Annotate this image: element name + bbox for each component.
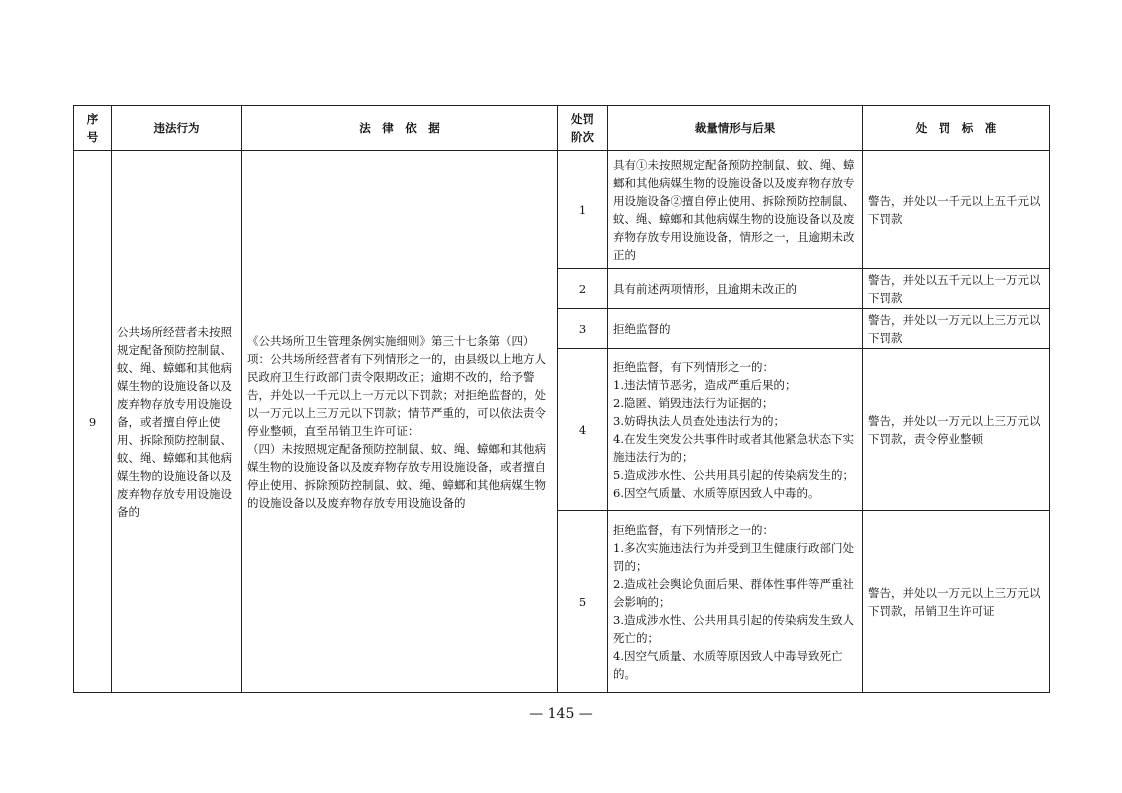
stage-level: 3	[558, 309, 608, 349]
row-legal-basis: 《公共场所卫生管理条例实施细则》第三十七条第（四）项：公共场所经营者有下列情形之一的，由县级以上地方人民政府卫生行政部门责令限期改正；逾期不改的，给予警告，并处以一千元以上一万元以下罚款；对拒绝监督的，处以一万元以上三万元以下罚款；情节严重的，可以依法责令停业整顿，直至吊销卫生许可证： （四）未按照规定配备预防控制鼠、蚊、绳、蟑螂和其他病媒生物的设施设备以及废弃物存放专用设施设备，或者擅自停止使用、拆除预防控制鼠、蚊、绳、蟑螂和其他病媒生物的设施设备以及废弃物存放专用设施设备的	[242, 151, 558, 693]
header-behavior: 违法行为	[112, 106, 242, 151]
stage-level: 1	[558, 151, 608, 269]
stage-circumstance: 具有①未按照规定配备预防控制鼠、蚊、绳、蟑螂和其他病媒生物的设施设备以及废弃物存放专用设施设备②擅自停止使用、拆除预防控制鼠、蚊、绳、蟑螂和其他病媒生物的设施设备以及废弃物存放专用设施设备，情形之一，且逾期未改正的	[608, 151, 863, 269]
row-seq: 9	[74, 151, 112, 693]
header-stage: 处罚 阶次	[558, 106, 608, 151]
header-circumstance: 裁量情形与后果	[608, 106, 863, 151]
table-header-row	[74, 106, 1050, 151]
stage-standard: 警告，并处以一千元以上五千元以下罚款	[863, 151, 1050, 269]
stage-level: 4	[558, 349, 608, 511]
stage-standard: 警告，并处以一万元以上三万元以下罚款，责令停业整顿	[863, 349, 1050, 511]
penalty-table	[73, 105, 1050, 693]
stage-standard: 警告，并处以一万元以上三万元以下罚款	[863, 309, 1050, 349]
stage-circumstance: 拒绝监督，有下列情形之一的： 1.多次实施违法行为并受到卫生健康行政部门处罚的； 2.造成社会舆论负面后果、群体性事件等严重社会影响的； 3.造成涉水性、公共用具引起的传染病发生致人死亡的； 4.因空气质量、水质等原因致人中毒导致死亡的。	[608, 511, 863, 693]
header-standard: 处 罚 标 准	[863, 106, 1050, 151]
stage-level: 2	[558, 269, 608, 309]
stage-standard: 警告，并处以五千元以上一万元以下罚款	[863, 269, 1050, 309]
header-basis: 法 律 依 据	[242, 106, 558, 151]
stage-level: 5	[558, 511, 608, 693]
table-row	[74, 151, 1050, 269]
stage-circumstance: 拒绝监督的	[608, 309, 863, 349]
row-behavior: 公共场所经营者未按照规定配备预防控制鼠、蚊、绳、蟑螂和其他病媒生物的设施设备以及废弃物存放专用设施设备，或者擅自停止使用、拆除预防控制鼠、蚊、绳、蟑螂和其他病媒生物的设施设备以及废弃物存放专用设施设备的	[112, 151, 242, 693]
stage-circumstance: 拒绝监督，有下列情形之一的： 1.违法情节恶劣，造成严重后果的； 2.隐匿、销毁违法行为证据的； 3.妨碍执法人员查处违法行为的； 4.在发生突发公共事件时或者其他紧急状态下实施违法行为的； 5.造成涉水性、公共用具引起的传染病发生的； 6.因空气质量、水质等原因致人中毒的。	[608, 349, 863, 511]
stage-circumstance: 具有前述两项情形，且逾期未改正的	[608, 269, 863, 309]
stage-standard: 警告，并处以一万元以上三万元以下罚款，吊销卫生许可证	[863, 511, 1050, 693]
header-seq: 序 号	[74, 106, 112, 151]
page-number: — 145 —	[529, 706, 593, 722]
